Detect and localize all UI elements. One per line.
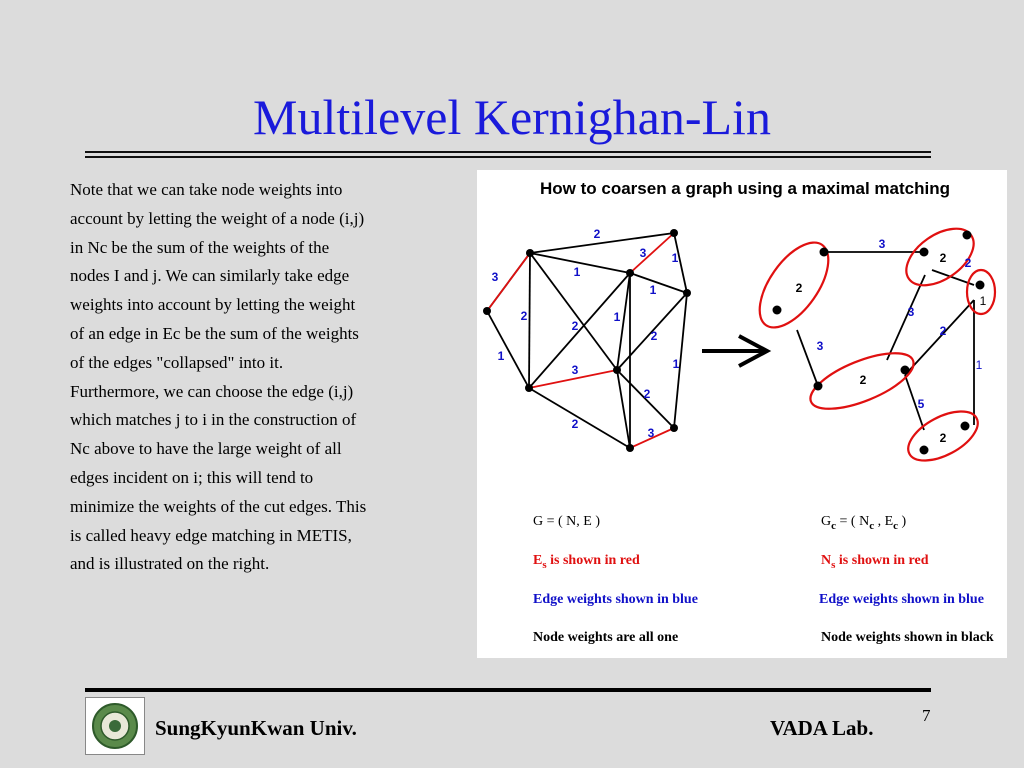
body-text — [70, 176, 430, 579]
graph-edge — [630, 273, 687, 293]
graph-edge — [530, 233, 674, 253]
edge-weight: 2 — [650, 329, 658, 343]
edge-weight: 3 — [639, 246, 647, 260]
graph-node — [526, 249, 534, 257]
edge-weight: 3 — [647, 426, 655, 440]
left-captions — [533, 514, 698, 645]
body-line: weights into account by letting the weight — [70, 295, 356, 315]
right-graph-coarse-nodes — [746, 217, 995, 470]
graph-node — [626, 444, 634, 452]
graph-node — [525, 384, 533, 392]
right-graph-dots — [773, 231, 985, 455]
caption-es-text: is shown in red — [546, 553, 640, 568]
node-weight: 2 — [939, 431, 947, 445]
left-graph-nodes — [483, 229, 691, 452]
figure-title: How to coarsen a graph using a maximal matching — [540, 179, 950, 198]
edge-weight: 3 — [816, 339, 824, 353]
caption-ns-sub: s — [831, 559, 836, 571]
edge-weight: 1 — [573, 265, 581, 279]
graph-node — [483, 307, 491, 315]
caption-g: G — [821, 514, 832, 529]
caption-sub: c — [893, 520, 899, 532]
edge-weight: 3 — [878, 237, 886, 251]
left-edge-weights — [492, 227, 680, 440]
seal-icon — [86, 698, 144, 754]
edge-weight: 2 — [964, 256, 972, 270]
edge-weight: 1 — [672, 357, 680, 371]
body-line: of an edge in Ec be the sum of the weights — [70, 323, 359, 343]
arrow-icon — [702, 336, 767, 366]
edge-weight: 1 — [649, 283, 657, 297]
graph-edge — [529, 253, 530, 388]
footer-lab: VADA Lab. — [770, 716, 874, 740]
graph-edge — [887, 275, 925, 360]
body-line: Nc above to have the large weight of all — [70, 439, 342, 459]
footer-rule — [85, 688, 931, 692]
caption-node-weights: Node weights shown in black — [821, 630, 994, 645]
slide-title: Multilevel Kernighan-Lin — [253, 89, 771, 145]
caption-ns-prefix: N — [821, 553, 832, 568]
body-line: Note that we can take node weights into — [70, 180, 343, 199]
graph-node — [683, 289, 691, 297]
graph-node — [670, 229, 678, 237]
body-line: is called heavy edge matching in METIS, — [70, 525, 352, 545]
edge-weight: 1 — [497, 349, 505, 363]
caption-sub: c — [869, 520, 875, 532]
edge-weight: 5 — [917, 397, 925, 411]
edge-weight: 2 — [571, 319, 579, 333]
node-weight: 2 — [859, 373, 867, 387]
coarsening-figure — [477, 170, 1007, 658]
caption-mid: = ( N — [836, 514, 870, 529]
edge-weight: 3 — [491, 270, 499, 284]
graph-node — [626, 269, 634, 277]
node-weight: 2 — [795, 281, 803, 295]
caption-mid: , E — [874, 514, 894, 529]
coarse-node — [746, 231, 842, 339]
university-logo — [85, 697, 145, 755]
caption-edge-weights: Edge weights shown in blue — [819, 592, 984, 607]
caption-ns-text: is shown in red — [835, 553, 929, 568]
edge-weight: 2 — [520, 309, 528, 323]
node-weight: 2 — [939, 251, 947, 265]
edge-weight: 3 — [571, 363, 579, 377]
edge-weight: 1 — [613, 310, 621, 324]
footer-university: SungKyunKwan Univ. — [155, 716, 357, 740]
right-edge-weights — [817, 237, 983, 411]
body-line: account by letting the weight of a node (i,j) — [70, 208, 365, 228]
body-line: Furthermore, we can choose the edge (i,j) — [70, 381, 354, 401]
edge-weight: 2 — [643, 387, 651, 401]
graph-node — [670, 424, 678, 432]
caption-node-weights: Node weights are all one — [533, 630, 679, 645]
edge-weight: 1 — [671, 251, 679, 265]
body-line: edges incident on i; this will tend to — [70, 467, 314, 487]
caption-graph: G = ( N, E ) — [533, 514, 600, 529]
body-line: in Nc be the sum of the weights of the — [70, 237, 330, 257]
caption-coarse-graph — [821, 514, 907, 532]
edge-weight: 2 — [571, 417, 579, 431]
caption-sub: c — [831, 520, 837, 532]
left-graph-matching — [487, 233, 674, 448]
body-line: nodes I and j. We can similarly take edge — [70, 266, 350, 286]
edge-weight: 3 — [907, 305, 915, 319]
title-rule-top — [85, 151, 931, 153]
caption-es — [533, 553, 640, 571]
node-weight: 1 — [979, 294, 987, 308]
caption-es-prefix: E — [533, 553, 543, 568]
edge-weight: 2 — [593, 227, 601, 241]
graph-edge — [797, 330, 818, 386]
body-line: minimize the weights of the cut edges. This — [70, 496, 367, 516]
page-number: 7 — [922, 706, 931, 725]
caption-edge-weights: Edge weights shown in blue — [533, 592, 698, 607]
body-line: and is illustrated on the right. — [70, 554, 270, 574]
caption-es-sub: s — [542, 559, 547, 571]
caption-ns — [821, 553, 929, 571]
title-rule-bottom — [85, 156, 931, 158]
body-line: of the edges "collapsed" into it. — [70, 352, 284, 372]
edge-weight: 1 — [975, 358, 983, 372]
body-line: which matches j to i in the construction of — [70, 410, 357, 430]
right-captions — [819, 514, 994, 645]
coarsening-diagram — [477, 170, 1007, 658]
edge-weight: 2 — [939, 324, 947, 338]
caption-end: ) — [898, 514, 907, 529]
graph-node — [613, 366, 621, 374]
